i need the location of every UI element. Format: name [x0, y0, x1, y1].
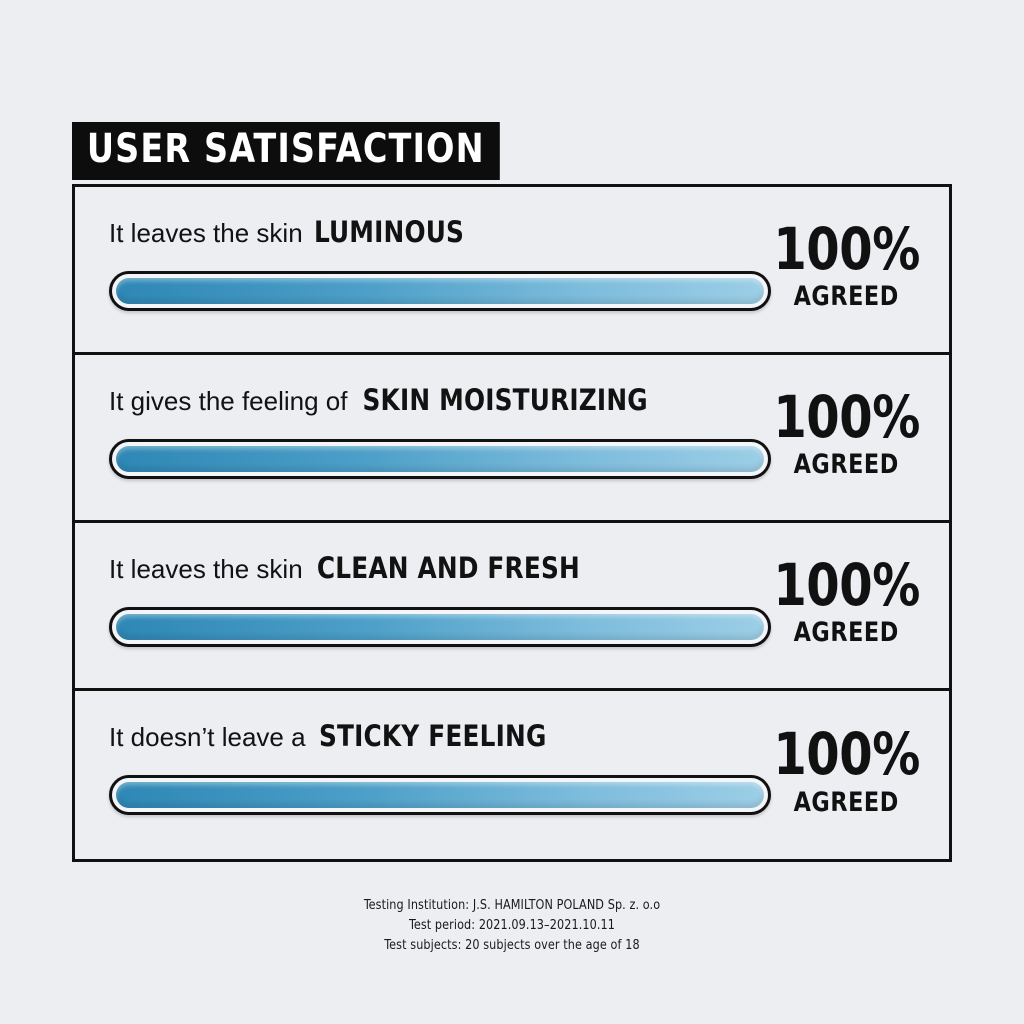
- progress-bar-fill: [116, 782, 764, 808]
- progress-bar-fill: [116, 614, 764, 640]
- row-score-area: [744, 523, 949, 688]
- statement-emphasis: LUMINOUS: [313, 215, 464, 249]
- table-row: [75, 691, 949, 859]
- statement-lead: It doesn’t leave a: [109, 722, 313, 752]
- statement-emphasis: STICKY FEELING: [318, 719, 547, 753]
- footnote-period: Test period: 2021.09.13–2021.10.11: [408, 918, 615, 934]
- study-footnote: [0, 896, 1024, 956]
- row-statement-area: [75, 355, 744, 520]
- statement-text: [109, 217, 744, 249]
- row-score-area: [744, 355, 949, 520]
- progress-bar-track: [109, 607, 771, 647]
- statement-lead: It leaves the skin: [109, 554, 310, 584]
- percent-value: 100%: [773, 214, 920, 283]
- row-score-area: [744, 187, 949, 352]
- statement-emphasis: SKIN MOISTURIZING: [362, 383, 648, 417]
- table-row: [75, 187, 949, 355]
- satisfaction-table: [72, 184, 952, 862]
- percent-value: 100%: [773, 720, 920, 789]
- progress-bar-track: [109, 271, 771, 311]
- agreed-label: AGREED: [793, 786, 900, 818]
- row-score-area: [744, 691, 949, 859]
- statement-lead: It leaves the skin: [109, 218, 310, 248]
- statement-text: [109, 553, 744, 585]
- page-title-wrapper: [72, 122, 532, 180]
- agreed-label: AGREED: [793, 281, 900, 313]
- statement-lead: It gives the feeling of: [109, 386, 355, 416]
- footnote-institution: Testing Institution: J.S. HAMILTON POLAND Sp. z. o.o: [363, 898, 661, 913]
- row-statement-area: [75, 523, 744, 688]
- progress-bar-track: [109, 439, 771, 479]
- percent-value: 100%: [773, 382, 920, 451]
- progress-bar-fill: [116, 446, 764, 472]
- agreed-label: AGREED: [793, 449, 900, 481]
- row-statement-area: [75, 691, 744, 859]
- table-row: [75, 523, 949, 691]
- statement-text: [109, 385, 744, 417]
- progress-bar-fill: [116, 278, 764, 304]
- footnote-subjects: Test subjects: 20 subjects over the age of 18: [384, 938, 640, 954]
- progress-bar-track: [109, 775, 771, 815]
- statement-text: [109, 721, 744, 753]
- row-statement-area: [75, 187, 744, 352]
- agreed-label: AGREED: [793, 617, 900, 649]
- percent-value: 100%: [773, 550, 920, 619]
- statement-emphasis: CLEAN AND FRESH: [316, 551, 580, 585]
- table-row: [75, 355, 949, 523]
- page-title: USER SATISFACTION: [72, 122, 500, 180]
